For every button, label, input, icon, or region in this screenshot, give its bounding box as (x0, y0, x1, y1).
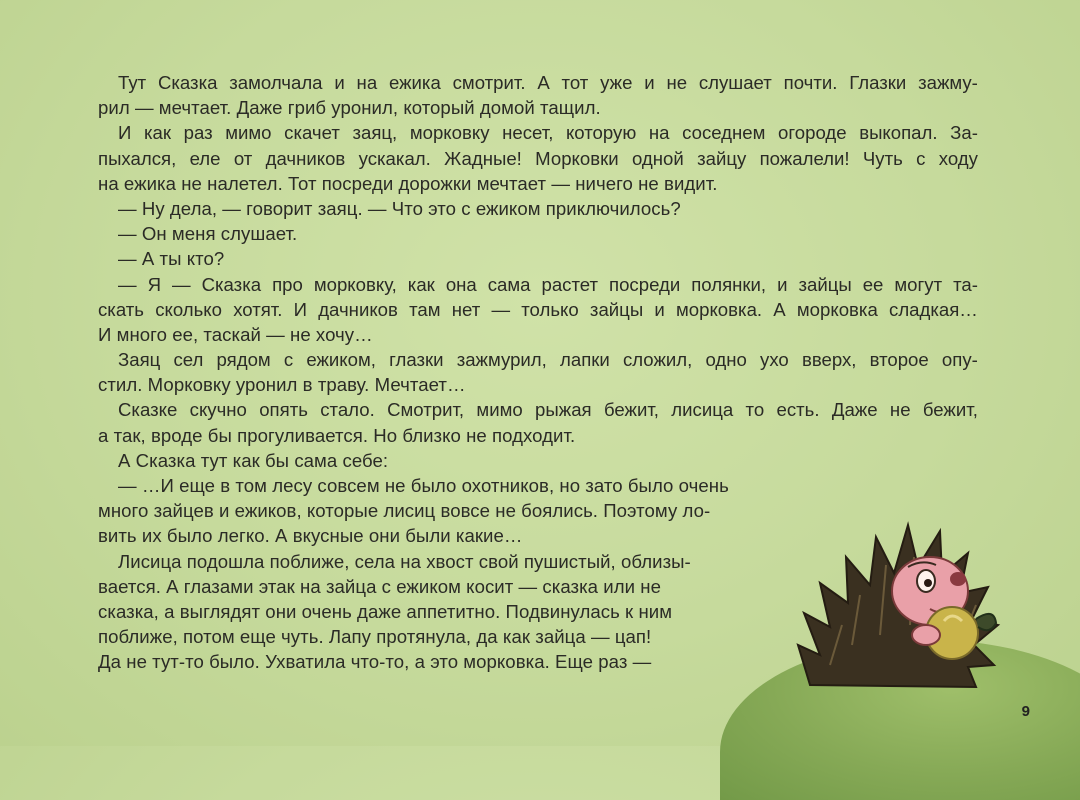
story-line: И много ее, таскай — не хочу… (98, 323, 373, 345)
hedgehog-with-apple-icon (790, 495, 1030, 695)
story-line: И как раз мимо скачет заяц, морковку несет, которую на соседнем огороде выкопал. За- (118, 122, 978, 144)
story-line: вается. А глазами этак на зайца с ежиком косит — сказка или не (98, 575, 661, 597)
story-line: — Он меня слушает. (118, 223, 298, 245)
page-number: 9 (1021, 703, 1030, 720)
story-line: поближе, потом еще чуть. Лапу протянула, да как зайца — цап! (98, 626, 652, 648)
story-line: пыхался, еле от дачников ускакал. Жадные! Морковки одной зайцу пожалели! Чуть с ходу (98, 147, 978, 169)
story-line: а так, вроде бы прогуливается. Но близко не подходит. (98, 424, 576, 446)
story-line: много зайцев и ежиков, которые лисиц вовсе не боялись. Поэтому ло- (98, 500, 711, 522)
story-line: вить их было легко. А вкусные они были какие… (98, 525, 523, 547)
apple-leaf (976, 614, 996, 630)
story-line: Сказке скучно опять стало. Смотрит, мимо рыжая бежит, лисица то есть. Даже не бежит, (118, 399, 978, 421)
story-line: скать сколько хотят. И дачников там нет — только зайцы и морковка. А морковка сладкая… (98, 298, 978, 320)
hedgehog-nose (950, 572, 966, 586)
hedgehog-paw (912, 625, 940, 645)
story-line: на ежика не налетел. Тот посреди дорожки мечтает — ничего не видит. (98, 172, 718, 194)
story-line: Заяц сел рядом с ежиком, глазки зажмурил, лапки сложил, одно ухо вверх, второе опу- (118, 349, 978, 371)
story-line: сказка, а выглядят они очень даже аппетитно. Подвинулась к ним (98, 600, 673, 622)
story-line: рил — мечтает. Даже гриб уронил, который домой тащил. (98, 97, 601, 119)
story-line: — Я — Сказка про морковку, как она сама растет посреди полянки, и зайцы ее могут та- (118, 273, 978, 295)
story-line: Тут Сказка замолчала и на ежика смотрит. А тот уже и не слушает почти. Глазки зажму- (118, 72, 978, 93)
story-line: Лисица подошла поближе, села на хвост свой пушистый, облизы- (118, 550, 691, 572)
story-line: — Ну дела, — говорит заяц. — Что это с ежиком приключилось? (118, 197, 681, 219)
story-line: Да не тут-то было. Ухватила что-то, а это морковка. Еще раз — (98, 651, 652, 673)
story-line: — А ты кто? (118, 248, 225, 270)
story-line: — …И еще в том лесу совсем не было охотников, но зато было очень (118, 475, 729, 496)
story-line: стил. Морковку уронил в траву. Мечтает… (98, 374, 466, 396)
story-line: А Сказка тут как бы сама себе: (118, 449, 389, 471)
